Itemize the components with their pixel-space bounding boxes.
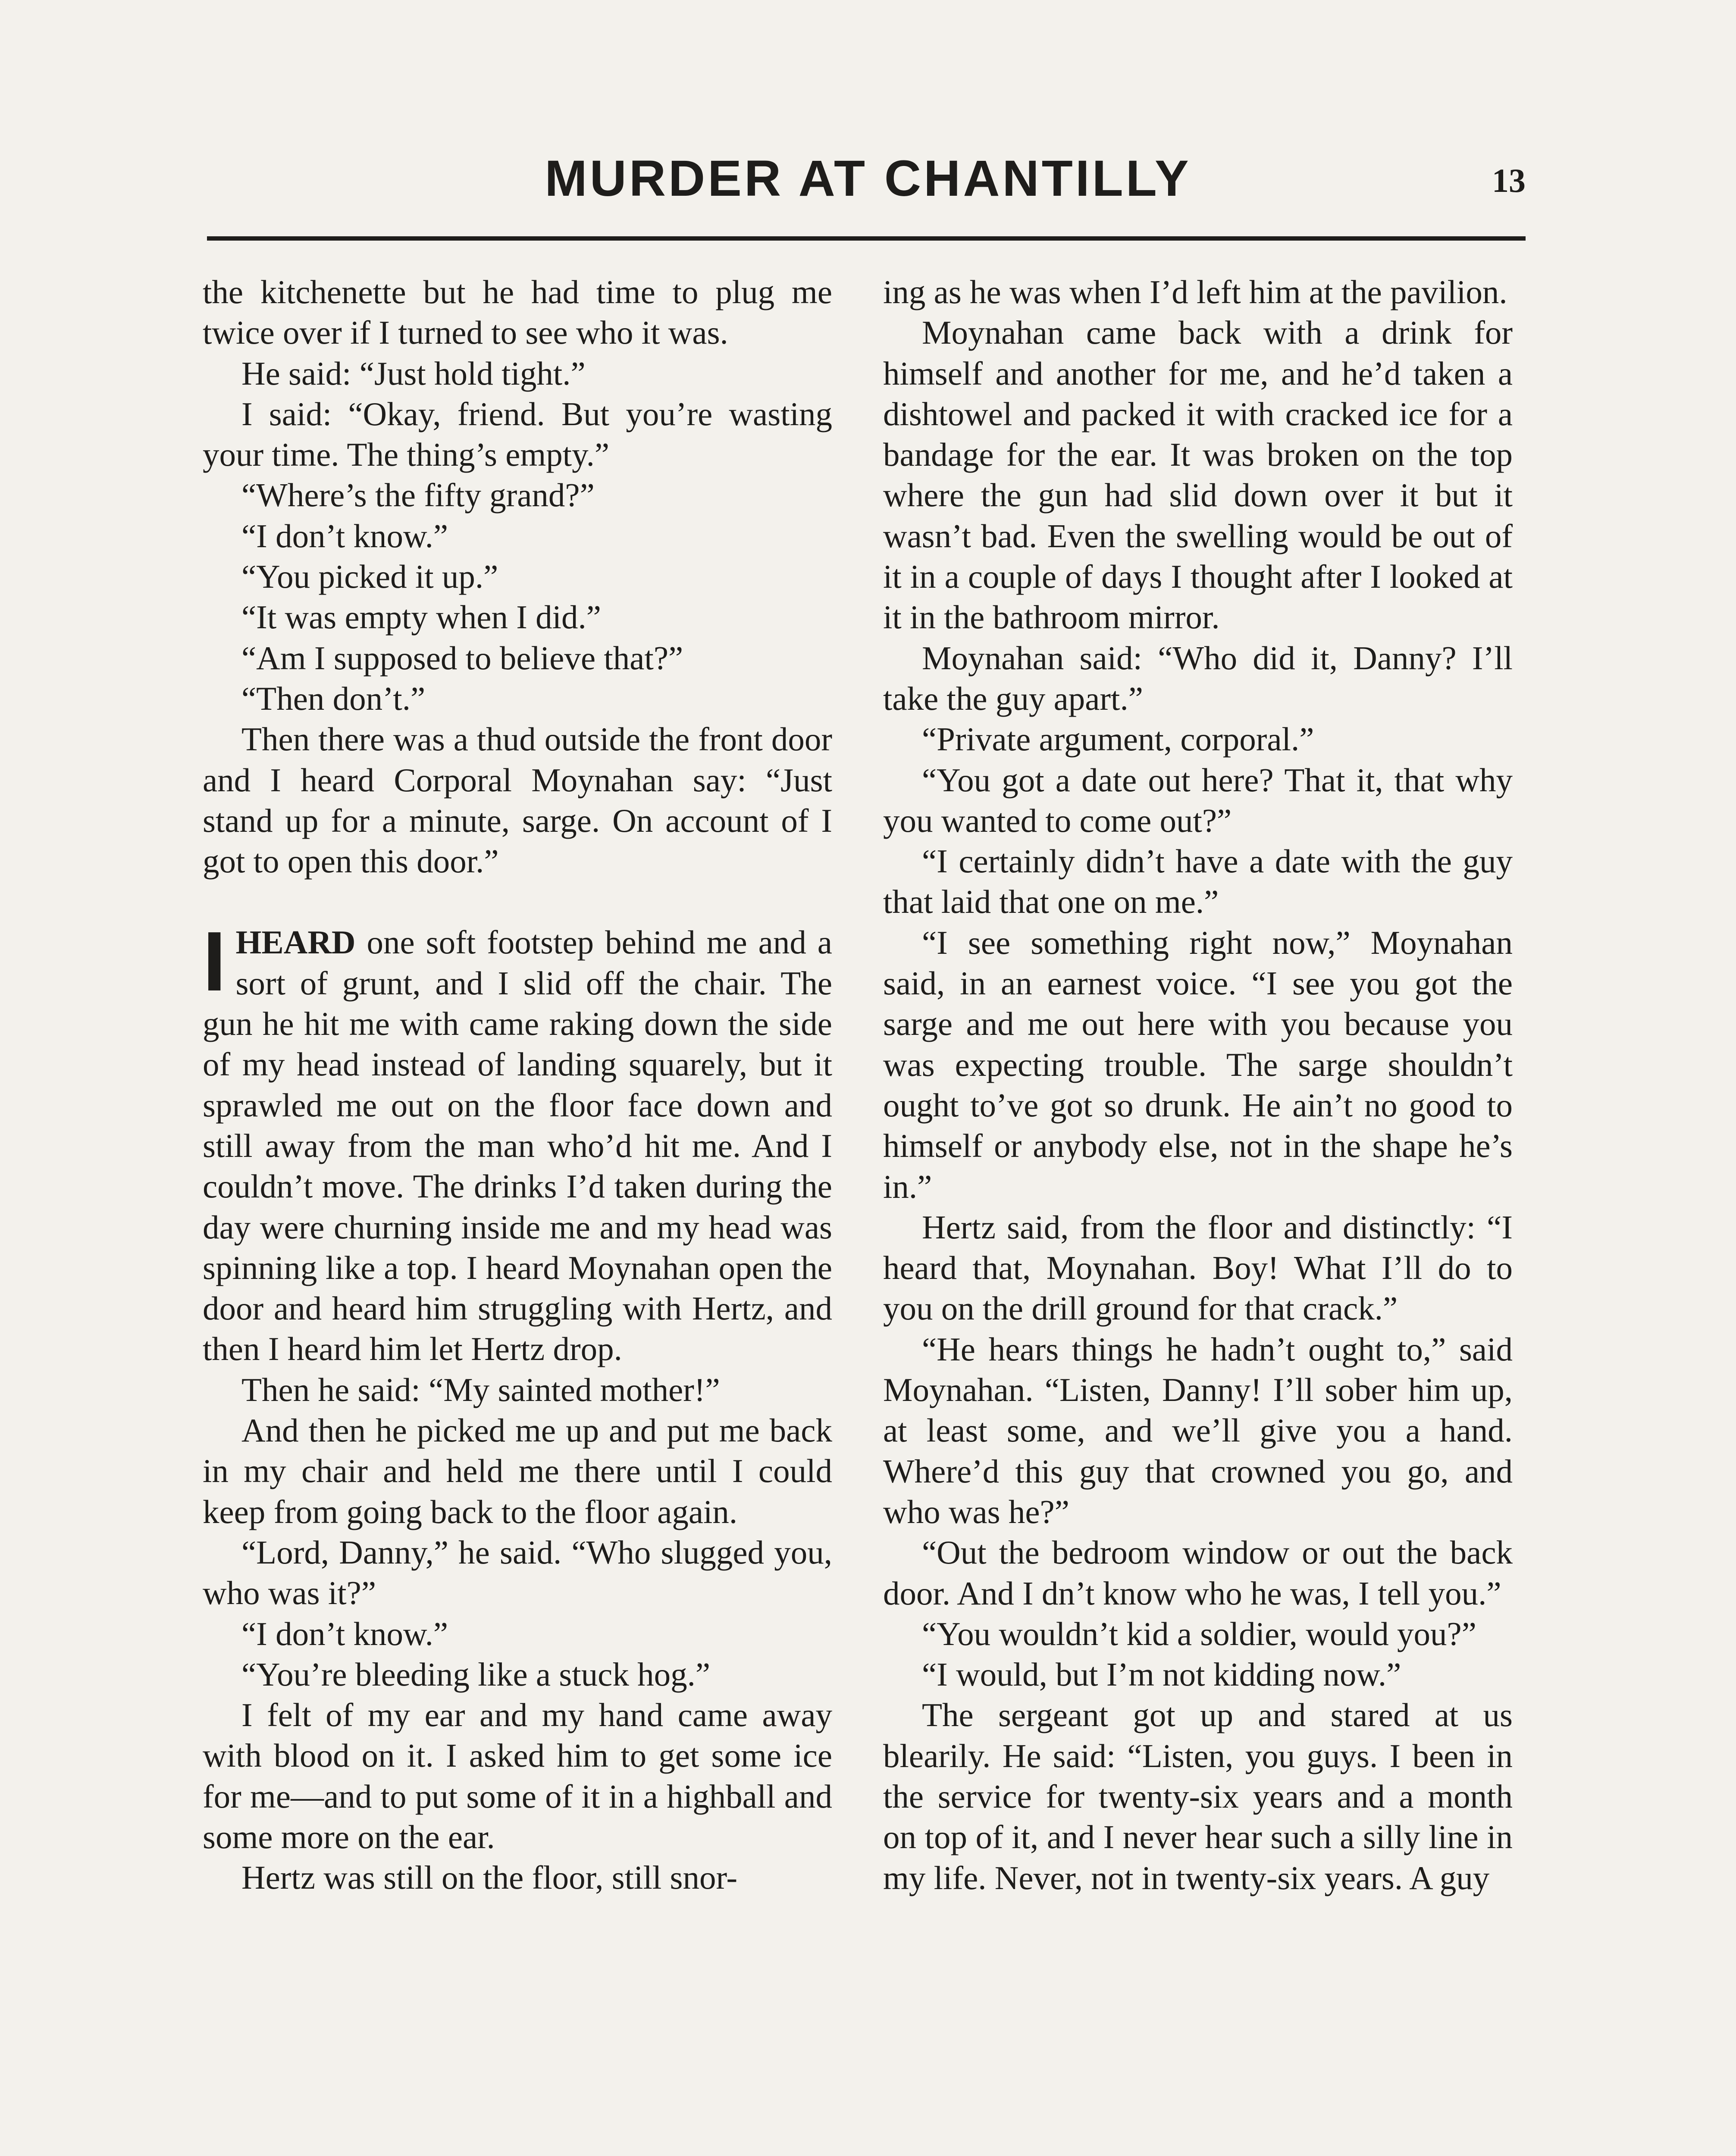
- section-break: [203, 881, 832, 922]
- paragraph: Moynahan came back with a drink for himself and another for me, and he’d taken a dishtowel and packed it with cracked ice for a bandage for the ear. It was broken on the top where the gun had slid down over it but it wasn’t bad. Even the swelling would be out of it in a couple of days I thought after I looked at it in the bathroom mirror.: [883, 314, 1513, 636]
- paragraph: “Private argument, corporal.”: [922, 721, 1314, 758]
- paragraph: Moynahan said: “Who did it, Danny? I’ll take the guy apart.”: [883, 639, 1513, 717]
- right-column: [883, 272, 1513, 1898]
- paragraph: And then he picked me up and put me back in my chair and held me there until I could keep from going back to the floor again.: [203, 1412, 832, 1530]
- paragraph: I said: “Okay, friend. But you’re wasting your time. The thing’s empty.”: [203, 395, 832, 473]
- paragraph: “I certainly didn’t have a date with the guy that laid that one on me.”: [883, 843, 1513, 921]
- paragraph: “Am I supposed to believe that?”: [241, 639, 683, 677]
- paragraph: “You’re bleeding like a stuck hog.”: [241, 1655, 711, 1693]
- paragraph: “He hears things he hadn’t ought to,” said Moynahan. “Listen, Danny! I’ll sober him up, at least some, and we’ll give you a hand. Where’d this guy that crowned you go, and who was he?”: [883, 1330, 1513, 1530]
- paragraph: “Then don’t.”: [241, 680, 426, 717]
- paragraph: “You picked it up.”: [241, 558, 498, 595]
- paragraph: ing as he was when I’d left him at the pavilion.: [883, 273, 1507, 310]
- paragraph: The sergeant got up and stared at us blearily. He said: “Listen, you guys. I been in the service for twenty-six years and a month on top of it, and I never hear such a silly line in my life. Never, not in twenty-six years. A guy: [883, 1696, 1513, 1896]
- drop-cap: I: [203, 914, 226, 1009]
- header-rule: [207, 236, 1526, 241]
- paragraph: I felt of my ear and my hand came away with blood on it. I asked him to get some ice for me—and to put some of it in a highball and some more on the ear.: [203, 1696, 832, 1855]
- left-column: [203, 272, 832, 1898]
- dropcap-paragraph: [203, 914, 832, 1369]
- paragraph: He said: “Just hold tight.”: [241, 354, 586, 392]
- paragraph: “It was empty when I did.”: [241, 599, 601, 636]
- paragraph: Then there was a thud outside the front door and I heard Corporal Moynahan say: “Just stand up for a minute, sarge. On account of I got to open this door.”: [203, 721, 832, 880]
- paragraph: “I don’t know.”: [241, 517, 448, 555]
- paragraph: “You wouldn’t kid a soldier, would you?”: [922, 1615, 1476, 1652]
- paragraph: “Lord, Danny,” he said. “Who slugged you, who was it?”: [203, 1533, 832, 1612]
- paragraph: Hertz said, from the floor and distinctly: “I heard that, Moynahan. Boy! What I’ll do to you on the drill ground for that crack.”: [883, 1208, 1513, 1327]
- paragraph: “Where’s the fifty grand?”: [241, 476, 595, 514]
- paragraph: “I see something right now,” Moynahan said, in an earnest voice. “I see you got the sarge and me out here with you because you was expecting trouble. The sarge shouldn’t ought to’ve got so drunk. He ain’t no good to himself or anybody else, not in the shape he’s in.”: [883, 924, 1513, 1205]
- paragraph: “I would, but I’m not kidding now.”: [922, 1656, 1401, 1693]
- dropcap-text: one soft footstep behind me and a sort of grunt, and I slid off the chair. The gun he hit me with came raking down the side of my head instead of landing squarely, but it sprawled me out on the floor face down and still away from the man who’d hit me. And I couldn’t move. The drinks I’d taken during the day were churning inside me and my head was spinning like a top. I heard Moynahan open the door and heard him struggling with Hertz, and then I heard him let Hertz drop.: [203, 924, 832, 1368]
- page-number: 13: [1492, 162, 1526, 199]
- page-title: MURDER AT CHANTILLY: [545, 150, 1191, 207]
- paragraph: “I don’t know.”: [241, 1615, 448, 1652]
- paragraph: the kitchenette but he had time to plug me twice over if I turned to see who it was.: [203, 273, 832, 351]
- paragraph: “You got a date out here? That it, that why you wanted to come out?”: [883, 761, 1513, 839]
- paragraph: Then he said: “My sainted mother!”: [241, 1371, 720, 1408]
- paragraph: “Out the bedroom window or out the back door. And I dn’t know who he was, I tell you.”: [883, 1534, 1513, 1612]
- paragraph: Hertz was still on the floor, still snor-: [241, 1859, 738, 1896]
- lead-word: HEARD: [235, 924, 356, 961]
